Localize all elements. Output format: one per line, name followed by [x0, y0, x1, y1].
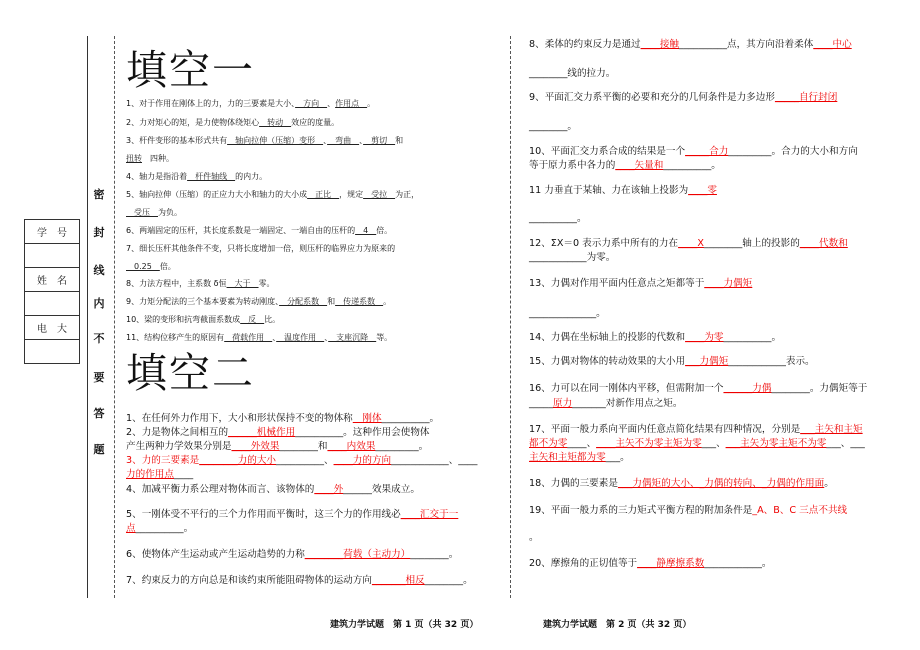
margin-rule-inner	[114, 36, 115, 598]
item-text: 8、柔体的约束反力是通过	[529, 39, 641, 50]
item-text: ________。力偶矩等于	[771, 383, 868, 394]
question-line	[126, 296, 391, 308]
answer-text: _____合力	[685, 146, 729, 157]
answer-text: _______相反	[371, 575, 425, 586]
item-text: ____	[173, 469, 194, 480]
item-text: __________。	[381, 413, 440, 424]
question-line	[529, 211, 587, 226]
item-text: 10、梁的变形和抗弯截面系数成	[126, 315, 241, 324]
answer-blank: 0.25	[126, 262, 160, 271]
seal-char: 封	[93, 226, 105, 239]
answer-text: ________荷载（主动力）	[304, 549, 411, 560]
student-name-field[interactable]	[25, 292, 80, 316]
answer-text: ____为零	[685, 332, 724, 343]
item-text: 15、力偶对物体的转动效果的大小用	[529, 356, 686, 367]
item-text: 7、细长压杆其他条件不变，只将长度增加一倍，则压杆的临界应力为原来的	[126, 244, 396, 253]
item-text: 恒	[218, 279, 227, 288]
question-line	[529, 90, 837, 105]
item-text: __________。	[723, 332, 782, 343]
question-line	[126, 261, 176, 273]
question-line	[126, 117, 339, 129]
question-line	[529, 144, 858, 159]
seal-char: 要	[93, 371, 105, 384]
answer-text: ____力偶矩	[704, 278, 753, 289]
item-text: 和	[327, 297, 336, 306]
answer-blank: 作用点	[335, 99, 368, 108]
question-line	[126, 508, 458, 521]
item-text: 。	[367, 99, 376, 108]
seal-char: 密	[93, 188, 105, 201]
question-line	[126, 440, 428, 453]
question-line	[529, 476, 834, 491]
item-text: __________点，其方向沿着柔体	[679, 39, 814, 50]
answer-blank: 受拉	[363, 190, 396, 199]
item-text: 1、对于作用在刚体上的力，力的三要素是大小、	[126, 99, 296, 108]
answer-text: ____静摩擦系数	[637, 558, 705, 569]
answer-text: 都不为零	[529, 438, 568, 449]
question-line	[529, 503, 847, 518]
seal-char: 答	[93, 407, 105, 420]
school-field[interactable]	[25, 340, 80, 364]
question-line	[529, 119, 577, 134]
answer-text: _____自行封闭	[774, 92, 838, 103]
item-text: ________。	[424, 575, 473, 586]
answer-text: ____代数和	[799, 238, 848, 249]
section2-title: 填空二	[126, 349, 255, 397]
question-line	[126, 153, 174, 165]
answer-blank: 4	[355, 226, 377, 235]
item-text: ________。	[410, 549, 459, 560]
item-text: 19、平面一般力系的三力矩式平衡方程的附加条件是	[529, 505, 753, 516]
seal-char: 内	[93, 297, 105, 310]
item-text: 2、力对矩心的矩，是力使物体绕矩心	[126, 118, 260, 127]
answer-blank: 方向	[295, 99, 328, 108]
question-line	[529, 306, 606, 321]
item-text: __________。	[663, 160, 721, 171]
item-text: ___、	[701, 438, 726, 449]
item-text: 2、力是物体之间相互的	[126, 427, 229, 438]
question-line	[529, 396, 683, 411]
question-line	[529, 236, 848, 251]
answer-text: ____中心	[813, 39, 852, 50]
item-text: 16、力可以在同一刚体内平移，但需附加一个	[529, 383, 724, 394]
answer-blank: 受压	[126, 208, 158, 217]
question-line	[529, 530, 539, 545]
item-text: ______效果成立。	[343, 484, 420, 495]
seal-char: 题	[93, 443, 105, 456]
school-label: 电 大	[25, 316, 80, 340]
item-text: 比。	[264, 315, 281, 324]
item-text: 、	[323, 136, 328, 145]
question-line	[126, 278, 275, 290]
item-text: 等。	[376, 333, 393, 342]
margin-rule-outer	[87, 36, 88, 598]
item-text: 的内力。	[235, 172, 268, 181]
item-text: 效应的度量。	[291, 118, 340, 127]
answer-blank: 剪切	[363, 136, 396, 145]
item-text: ____________表示。	[728, 356, 815, 367]
item-text: ___。	[605, 452, 630, 463]
answer-text: ________力的大小	[199, 455, 277, 466]
question-line	[529, 450, 630, 465]
question-line	[126, 548, 458, 561]
question-line	[126, 243, 395, 255]
item-text: 、	[272, 333, 277, 342]
question-line	[126, 332, 392, 344]
page2-footer: 建筑力学试题 第 2 页（共 32 页）	[543, 620, 692, 630]
item-text: __________。这种作用会使物体	[295, 427, 430, 438]
item-text: 等于原力系中各力的	[529, 160, 616, 171]
student-id-label: 学 号	[25, 220, 80, 244]
question-line	[126, 135, 403, 147]
answer-blank: 轴向拉伸（压缩）变形	[227, 136, 324, 145]
page-divider	[510, 36, 511, 598]
answer-blank: 弯曲	[327, 136, 360, 145]
question-line	[126, 98, 375, 110]
item-text: 产生两种力学效果分别是	[126, 441, 232, 452]
item-text: ________。	[529, 121, 577, 132]
answer-text: 力的作用点	[126, 469, 174, 480]
answer-text: 刚体	[352, 413, 382, 424]
answer-blank: 杆件轴线	[187, 172, 236, 181]
question-line	[126, 426, 430, 439]
answer-text: ___力偶矩	[685, 356, 729, 367]
answer-text: ______机械作用	[228, 427, 296, 438]
item-text: 倍。	[376, 226, 393, 235]
item-text: 13、力偶对作用平面内任意点之矩都等于	[529, 278, 705, 289]
item-text: 14、力偶在坐标轴上的投影的代数和	[529, 332, 686, 343]
answer-blank: 支座沉降	[328, 333, 377, 342]
item-text: 12、ΣX＝0 表示力系中所有的力在	[529, 238, 679, 249]
answer-text: ______力偶	[723, 383, 772, 394]
question-line	[126, 225, 392, 237]
item-text: ________线的拉力。	[529, 68, 616, 79]
answer-text: ____接触	[640, 39, 680, 50]
item-text: _________。合力的大小和方向	[728, 146, 858, 157]
item-text: 9、力矩分配法的三个基本要素为转动刚度、	[126, 297, 280, 306]
item-text: _______对新作用点之矩。	[572, 398, 683, 409]
item-text: __________、	[276, 455, 334, 466]
answer-text: ____主矢不为零主矩为零	[596, 438, 702, 449]
item-text: 6、两端固定的压杆，其长度系数是一端固定、一端自由的压杆的	[126, 226, 356, 235]
question-line	[529, 556, 771, 571]
item-text: ____________、____	[391, 455, 478, 466]
item-text: ________和	[279, 441, 328, 452]
student-name-label: 姓 名	[25, 268, 80, 292]
answer-blank: 分配系数	[279, 297, 328, 306]
item-text: 4、轴力是指沿着	[126, 172, 188, 181]
student-id-field[interactable]	[25, 244, 80, 268]
answer-blank: 反	[240, 315, 265, 324]
item-text: 7、约束反力的方向总是和该约束所能阻碍物体的运动方向	[126, 575, 372, 586]
answer-text: ____零	[688, 185, 717, 196]
answer-text: 3、力的三要素是	[126, 455, 200, 466]
student-info-table	[24, 219, 80, 364]
answer-blank: 温度作用	[276, 333, 325, 342]
answer-blank: 扭转	[126, 154, 142, 163]
answer-text: ____X	[678, 238, 704, 249]
item-text: 6、使物体产生运动或产生运动趋势的力称	[126, 549, 305, 560]
question-line	[529, 183, 717, 198]
answer-text: ____汇交于一	[400, 509, 459, 520]
question-line	[529, 436, 865, 451]
item-text: 4、加减平衡力系公理对物体而言、该物体的	[126, 484, 315, 495]
question-line	[126, 483, 420, 496]
item-text: 11、结构位移产生的原因有	[126, 333, 225, 342]
question-line	[529, 354, 815, 369]
answer-blank: 正比	[307, 190, 340, 199]
item-text: 为正，	[395, 190, 420, 199]
question-line	[126, 454, 477, 467]
question-line	[126, 522, 193, 535]
page1-footer: 建筑力学试题 第 1 页（共 32 页）	[330, 620, 479, 630]
item-text: ，规定	[339, 190, 364, 199]
question-line	[529, 158, 721, 173]
answer-text: ____内效果	[327, 441, 376, 452]
item-text: 为负。	[158, 208, 182, 217]
item-text: 9、平面汇交力系平衡的必要和充分的几何条件是力多边形	[529, 92, 775, 103]
question-line	[529, 422, 863, 437]
answer-blank: 大于	[226, 279, 259, 288]
item-text: 11 力垂直于某轴、力在该轴上投影为	[529, 185, 689, 196]
item-text: __________。	[529, 213, 587, 224]
item-text: 。	[383, 297, 392, 306]
question-line	[529, 66, 615, 81]
answer-text: _A、B、C 三点不共线	[752, 505, 848, 516]
question-line	[529, 250, 615, 265]
item-text: 18、力偶的三要素是	[529, 478, 618, 489]
question-line	[529, 37, 852, 52]
question-line	[126, 207, 182, 219]
question-line	[126, 574, 473, 587]
question-line	[529, 276, 752, 291]
item-text: 倍。	[159, 262, 176, 271]
answer-text: ____矢量和	[615, 160, 664, 171]
answer-text: ___主矢为零主矩不为零	[725, 438, 827, 449]
item-text: 3、杆件变形的基本形式共有	[126, 136, 228, 145]
item-text: 5、轴向拉伸（压缩）的正应力大小和轴力的大小成	[126, 190, 308, 199]
answer-text: ____力的方向	[333, 455, 392, 466]
section1-title: 填空一	[126, 46, 255, 94]
item-text: ________轴上的投影的	[703, 238, 800, 249]
answer-text: ___主矢和主矩	[800, 424, 863, 435]
item-text: _____	[529, 398, 553, 409]
item-text: ____、	[567, 438, 597, 449]
item-text: ___、___	[826, 438, 865, 449]
item-text: ____________。	[704, 558, 772, 569]
item-text: 10、平面汇交力系合成的结果是一个	[529, 146, 686, 157]
item-text: 17、平面一般力系向平面内任意点简化结果有四种情况，分别是	[529, 424, 801, 435]
item-text: _________。	[375, 441, 429, 452]
item-text: ______________。	[529, 308, 606, 319]
answer-text: ___力偶矩的大小、_力偶的转向、_力偶的作用面	[617, 478, 825, 489]
seal-char: 线	[93, 264, 105, 277]
item-text: 四种。	[142, 154, 174, 163]
item-text: 。	[529, 532, 539, 543]
item-text: 零。	[258, 279, 275, 288]
answer-blank: 传递系数	[335, 297, 384, 306]
answer-blank: 荷载作用	[224, 333, 273, 342]
item-text: 、	[324, 333, 329, 342]
item-text: 、	[359, 136, 364, 145]
item-text: __________。	[135, 523, 194, 534]
item-text: 1、在任何外力作用下，大小和形状保持不变的物体称	[126, 413, 353, 424]
question-line	[126, 189, 419, 201]
question-line	[126, 171, 267, 183]
answer-text: ____外	[314, 484, 344, 495]
question-line	[126, 468, 193, 481]
item-text: 8、力法方程中，主系数 δ	[126, 279, 219, 288]
question-line	[529, 381, 867, 396]
answer-text: 原力	[552, 398, 573, 409]
item-text: 5、一刚体受不平行的三个力作用而平衡时，这三个力的作用线必	[126, 509, 401, 520]
item-text: 和	[395, 136, 404, 145]
question-line	[126, 314, 280, 326]
answer-text: 点	[126, 523, 136, 534]
answer-text: ____外效果	[231, 441, 280, 452]
question-line	[529, 330, 781, 345]
question-line	[126, 412, 439, 425]
item-text: 。	[824, 478, 834, 489]
item-text: 20、摩擦角的正切值等于	[529, 558, 638, 569]
seal-char: 不	[93, 332, 105, 345]
answer-text: 主矢和主矩都为零	[529, 452, 606, 463]
item-text: 、	[327, 99, 336, 108]
item-text: ____________为零。	[529, 252, 616, 263]
answer-blank: 转动	[259, 118, 292, 127]
